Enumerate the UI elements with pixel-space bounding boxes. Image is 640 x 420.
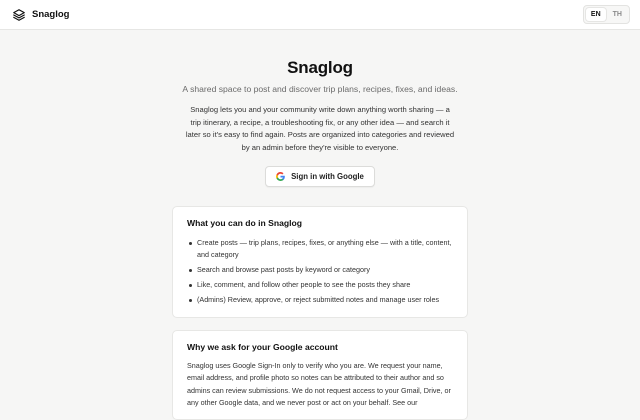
layers-stack-icon: [12, 8, 26, 22]
sign-in-label: Sign in with Google: [291, 172, 364, 182]
list-item: (Admins) Review, approve, or reject submitted notes and manage user roles: [187, 294, 453, 306]
features-title: What you can do in Snaglog: [187, 218, 303, 228]
hero-section: [0, 58, 640, 187]
language-th-button[interactable]: TH: [608, 8, 627, 21]
list-item: Search and browse past posts by keyword or category: [187, 264, 453, 276]
google-account-card: [172, 330, 468, 420]
google-account-title: Why we ask for your Google account: [187, 342, 338, 352]
language-en-button[interactable]: EN: [586, 8, 606, 21]
top-bar: [0, 0, 640, 30]
list-item: Create posts — trip plans, recipes, fixes, or anything else — with a title, content, and category: [187, 237, 453, 261]
features-card: [172, 206, 468, 318]
brand[interactable]: [12, 8, 69, 22]
sign-in-with-google-button[interactable]: [265, 166, 375, 187]
language-switcher: [583, 5, 630, 24]
google-g-icon: [276, 172, 285, 181]
page-description: Snaglog lets you and your community write down anything worth sharing — a trip itinerary, a recipe, a troubleshooting fix, or any other idea — and search it later so it's easy to find again. Posts are organized into categories and reviewed by an admin before they're visible to everyone.: [185, 105, 455, 152]
features-list: [187, 237, 453, 306]
app-name: Snaglog: [32, 9, 70, 20]
page-title: Snaglog: [287, 58, 353, 77]
google-account-text: Snaglog uses Google Sign-In only to verify who you are. We request your name, email address, and profile photo so notes can be attributed to their author and so admins can review submissions. We do not request access to your Gmail, Drive, or any other Google data, and we never post or act on your behalf. See our: [187, 361, 451, 408]
list-item: Like, comment, and follow other people to see the posts they share: [187, 279, 453, 291]
page-subtitle: A shared space to post and discover trip plans, recipes, fixes, and ideas.: [182, 84, 458, 94]
